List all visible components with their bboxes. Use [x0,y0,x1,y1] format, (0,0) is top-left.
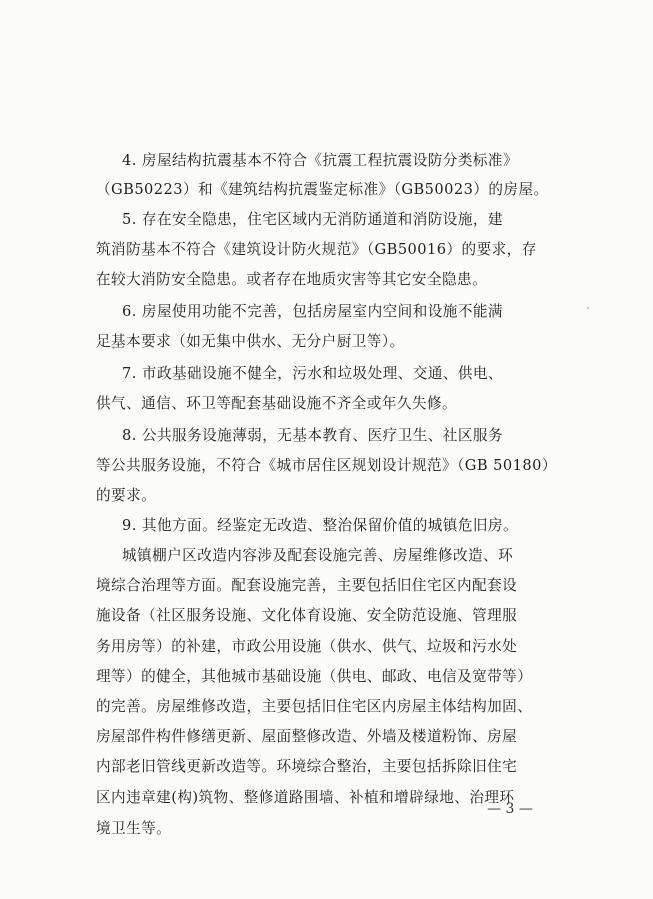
text-line: 供气、通信、环卫等配套基础设施不齐全或年久失修。 [96,395,458,412]
text-line: 内部老旧管线更新改造等。环境综合整治，主要包括拆除旧住宅 [96,758,518,775]
scan-speck [587,307,589,309]
text-line: 务用房等）的补建，市政公用设施（供水、供气、垃圾和污水处 [96,638,518,655]
text-line: 4. 房屋结构抗震基本不符合《抗震工程抗震设防分类标准》 [122,152,519,169]
text-line: 足基本要求（如无集中供水、无分户厨卫等）。 [96,333,405,350]
text-line: （GB50223）和《建筑结构抗震鉴定标准》（GB50023）的房屋。 [96,181,549,198]
text-line: 城镇棚户区改造内容涉及配套设施完善、房屋维修改造、环 [122,547,514,564]
scan-speck [112,346,115,349]
text-line: 境卫生等。 [96,820,172,837]
text-line: 7. 市政基础设施不健全，污水和垃圾处理、交通、供电、 [122,365,503,382]
text-line: 的完善。房屋维修改造，主要包括旧住宅区内房屋主体结构加固、 [96,698,533,715]
text-line: 9. 其他方面。经鉴定无改造、整治保留价值的城镇危旧房。 [122,517,519,534]
page-number: — 3 — [487,801,533,817]
text-line: 境综合治理等方面。配套设施完善，主要包括旧住宅区内配套设 [96,577,518,594]
text-line: 等公共服务设施，不符合《城市居住区规划设计规范》（GB 50180） [96,457,557,474]
text-line: 在较大消防安全隐患。或者存在地质灾害等其它安全隐患。 [96,271,488,288]
text-line: 8. 公共服务设施薄弱，无基本教育、医疗卫生、社区服务 [122,427,503,444]
text-line: 理等）的健全，其他城市基础设施（供电、邮政、电信及宽带等） [96,668,533,685]
text-line: 的要求。 [96,487,157,504]
text-line: 施设备（社区服务设施、文化体育设施、安全防范设施、管理服 [96,607,518,624]
text-line: 筑消防基本不符合《建筑设计防火规范》（GB50016）的要求，存 [96,241,537,258]
text-line: 5. 存在安全隐患，住宅区域内无消防通道和消防设施，建 [122,211,503,228]
text-line: 区内违章建(构)筑物、整修道路围墙、补植和增辟绿地、治理环 [96,789,515,806]
text-line: 6. 房屋使用功能不完善，包括房屋室内空间和设施不能满 [122,303,503,320]
text-line: 房屋部件构件修缮更新、屋面整修改造、外墙及楼道粉饰、房屋 [96,728,518,745]
